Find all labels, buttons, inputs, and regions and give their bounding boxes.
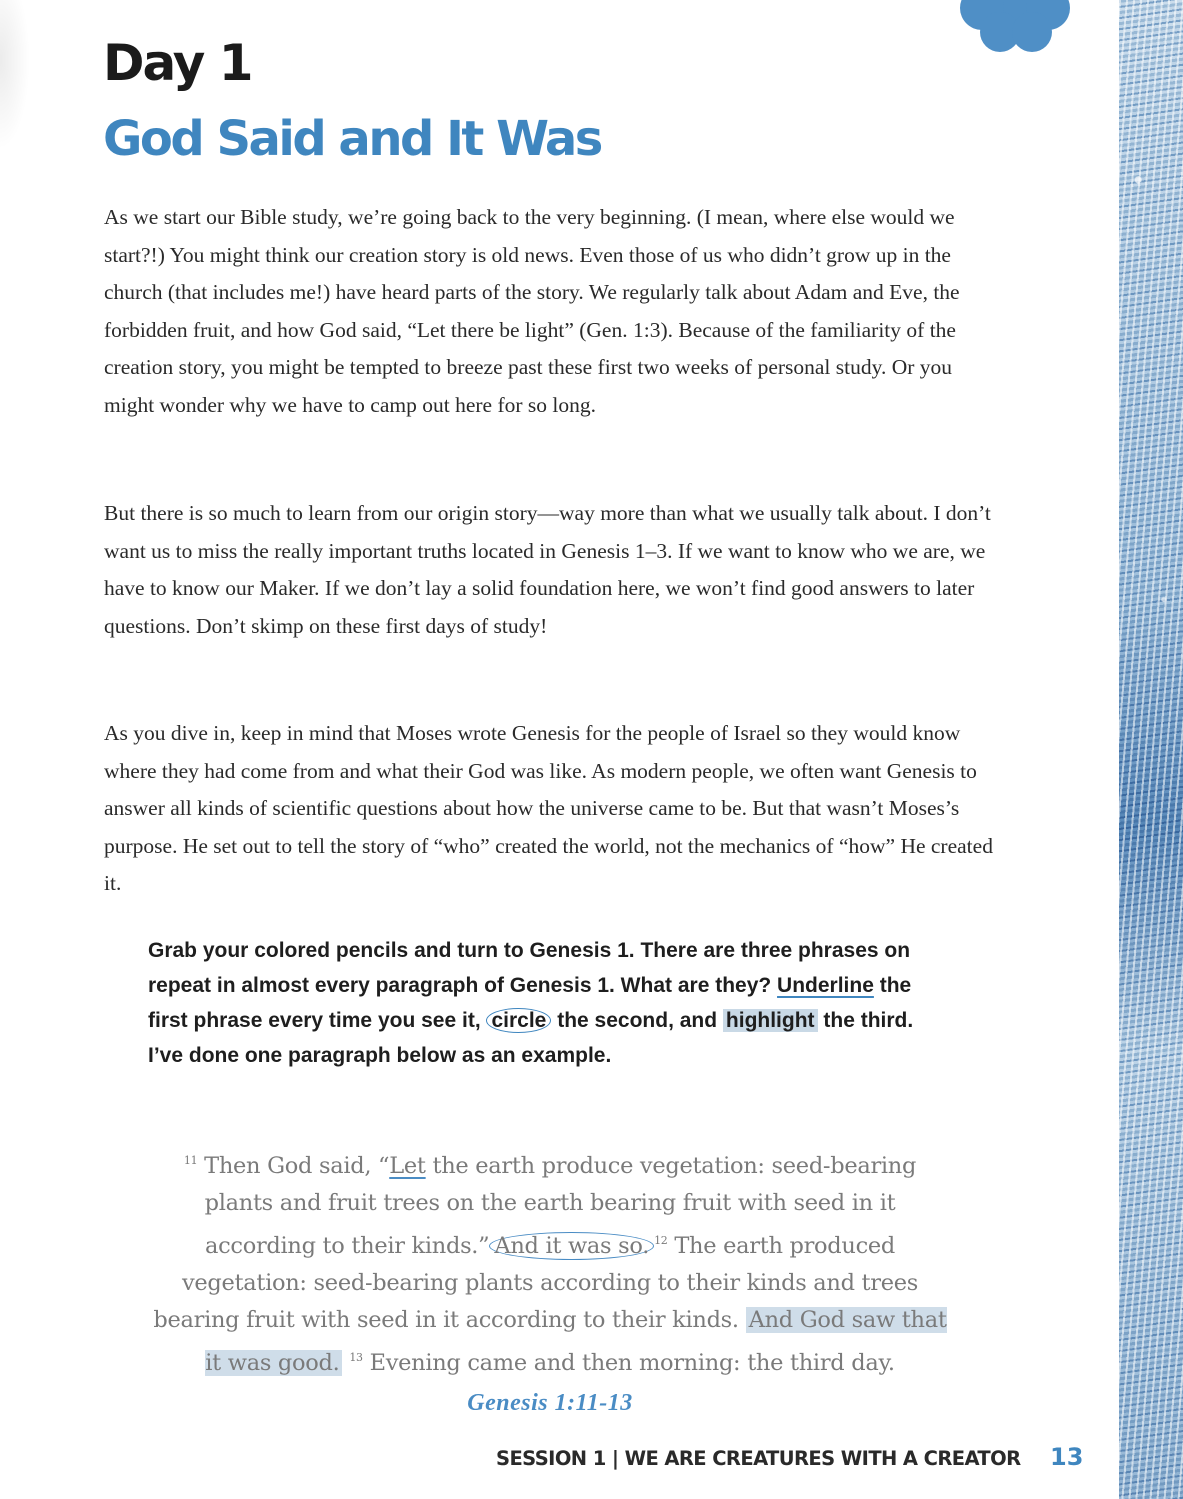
verse-number: 11 <box>183 1154 198 1167</box>
page-shadow <box>0 0 30 150</box>
scripture-passage <box>150 1142 950 1382</box>
verse-text: Evening came and then morning: the third day. <box>362 1350 895 1376</box>
circled-phrase: And it was so. <box>489 1232 654 1260</box>
instruction-text: the first phrase every time you see it, <box>148 974 912 1032</box>
scripture-reference: Genesis 1:11-13 <box>467 1390 633 1416</box>
highlighted-phrase: And God saw that it was good. <box>205 1307 947 1376</box>
activity-instruction <box>148 933 948 1073</box>
verse-text: Then God said, “ <box>197 1153 390 1179</box>
footer-session-title: SESSION 1 | WE ARE CREATURES WITH A CREATOR <box>496 1447 1021 1470</box>
decorative-watercolor-edge <box>1119 0 1183 1499</box>
verse-number: 12 <box>654 1234 668 1247</box>
underlined-phrase: Let <box>389 1153 426 1179</box>
body-paragraph-1: As we start our Bible study, we’re going back to the very beginning. (I mean, where else would we start?!) You might think our creation story is old news. Even those of us who didn’t grow up in the church (that includes me!) have heard parts of the story. We regularly talk about Adam and Eve, the forbidden fruit, and how God said, “Let there be light” (Gen. 1:3). Because of the familiarity of the creation story, you might be tempted to breeze past these first two weeks of personal study. Or you might wonder why we have to camp out here for so long. <box>104 205 960 417</box>
day-heading: Day 1 <box>103 34 252 92</box>
highlight-example: highlight <box>723 1009 818 1032</box>
verse-text: the earth produce vegetation: seed-bearing plants and fruit trees on the earth bearing fruit with seed in it according to their kinds.” <box>204 1153 917 1259</box>
underline-example: Underline <box>777 974 874 997</box>
verse-text: The earth produced vegetation: seed-bearing plants according to their kinds and trees bearing fruit with seed in it according to their kinds. <box>153 1233 919 1333</box>
circle-example: circle <box>486 1008 551 1033</box>
page-title: God Said and It Was <box>103 111 601 167</box>
body-paragraph-2: But there is so much to learn from our origin story—way more than what we usually talk about. I don’t want us to miss the really important truths located in Genesis 1–3. If we want to know who we are, we have to know our Maker. If we don’t lay a solid foundation here, we won’t find good answers to later questions. Don’t skimp on these first days of study! <box>104 501 991 638</box>
instruction-text: the second, and <box>551 1009 723 1032</box>
instruction-text: Grab your colored pencils and turn to Genesis 1. There are three phrases on repeat in almost every paragraph of Genesis 1. What are they? <box>148 939 911 997</box>
flower-icon <box>950 0 1080 60</box>
page-number: 13 <box>1050 1443 1084 1471</box>
body-paragraph-3: As you dive in, keep in mind that Moses wrote Genesis for the people of Israel so they would know where they had come from and what their God was like. As modern people, we often want Genesis to answer all kinds of scientific questions about how the universe came to be. But that wasn’t Moses’s purpose. He set out to tell the story of “who” created the world, not the mechanics of “how” He created it. <box>104 721 993 895</box>
verse-number: 13 <box>349 1351 363 1364</box>
instruction-text: the third. I’ve done one paragraph below as an example. <box>148 1009 914 1067</box>
